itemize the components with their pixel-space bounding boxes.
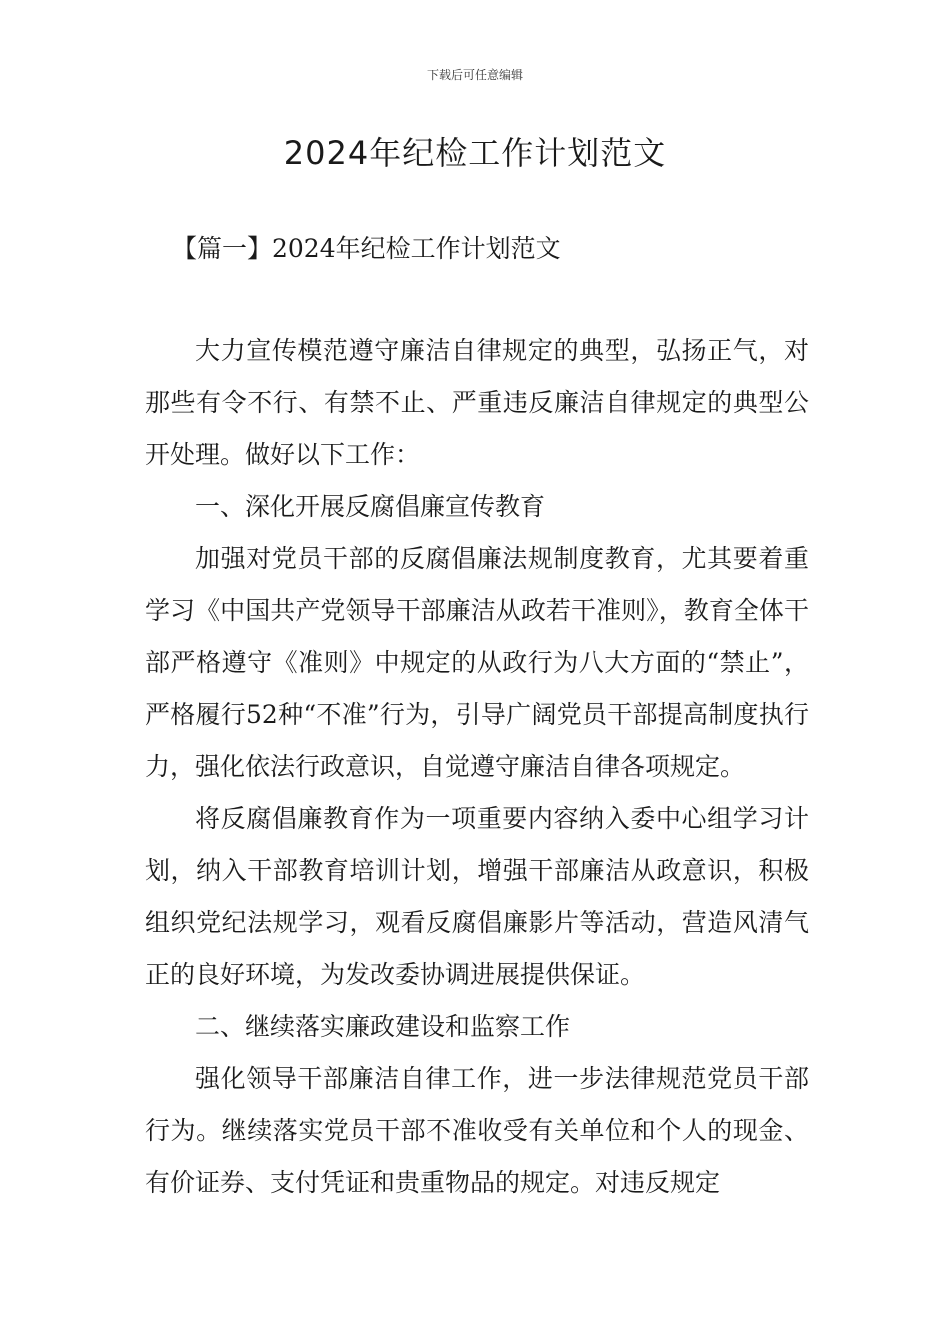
section-heading: 【篇一】2024年纪检工作计划范文 (172, 234, 561, 263)
subheading-two: 二、继续落实廉政建设和监察工作 (195, 1012, 571, 1041)
paragraph-education: 加强对党员干部的反腐倡廉法规制度教育，尤其要着重学习《中国共产党领导干部廉洁从政若干准则》，教育全体干部严格遵守《准则》中规定的从政行为八大方面的“禁止”，严格履行52种“不准”行为，引导广阔党员干部提高制度执行力，强化依法行政意识，自觉遵守廉洁自律各项规定。 (145, 544, 809, 781)
paragraph-self-discipline: 强化领导干部廉洁自律工作，进一步法律规范党员干部行为。继续落实党员干部不准收受有关单位和个人的现金、有价证券、支付凭证和贵重物品的规定。对违反规定 (145, 1064, 809, 1197)
paragraph-intro: 大力宣传模范遵守廉洁自律规定的典型，弘扬正气，对那些有令不行、有禁不止、严重违反廉洁自律规定的典型公开处理。做好以下工作： (145, 336, 809, 469)
document-body (145, 325, 809, 1209)
paragraph-training: 将反腐倡廉教育作为一项重要内容纳入委中心组学习计划，纳入干部教育培训计划，增强干部廉洁从政意识，积极组织党纪法规学习，观看反腐倡廉影片等活动，营造风清气正的良好环境，为发改委协调进展提供保证。 (145, 804, 809, 989)
download-note: 下载后可任意编辑 (426, 68, 523, 82)
document-title: 2024年纪检工作计划范文 (283, 134, 667, 172)
subheading-one: 一、深化开展反腐倡廉宣传教育 (195, 492, 546, 521)
